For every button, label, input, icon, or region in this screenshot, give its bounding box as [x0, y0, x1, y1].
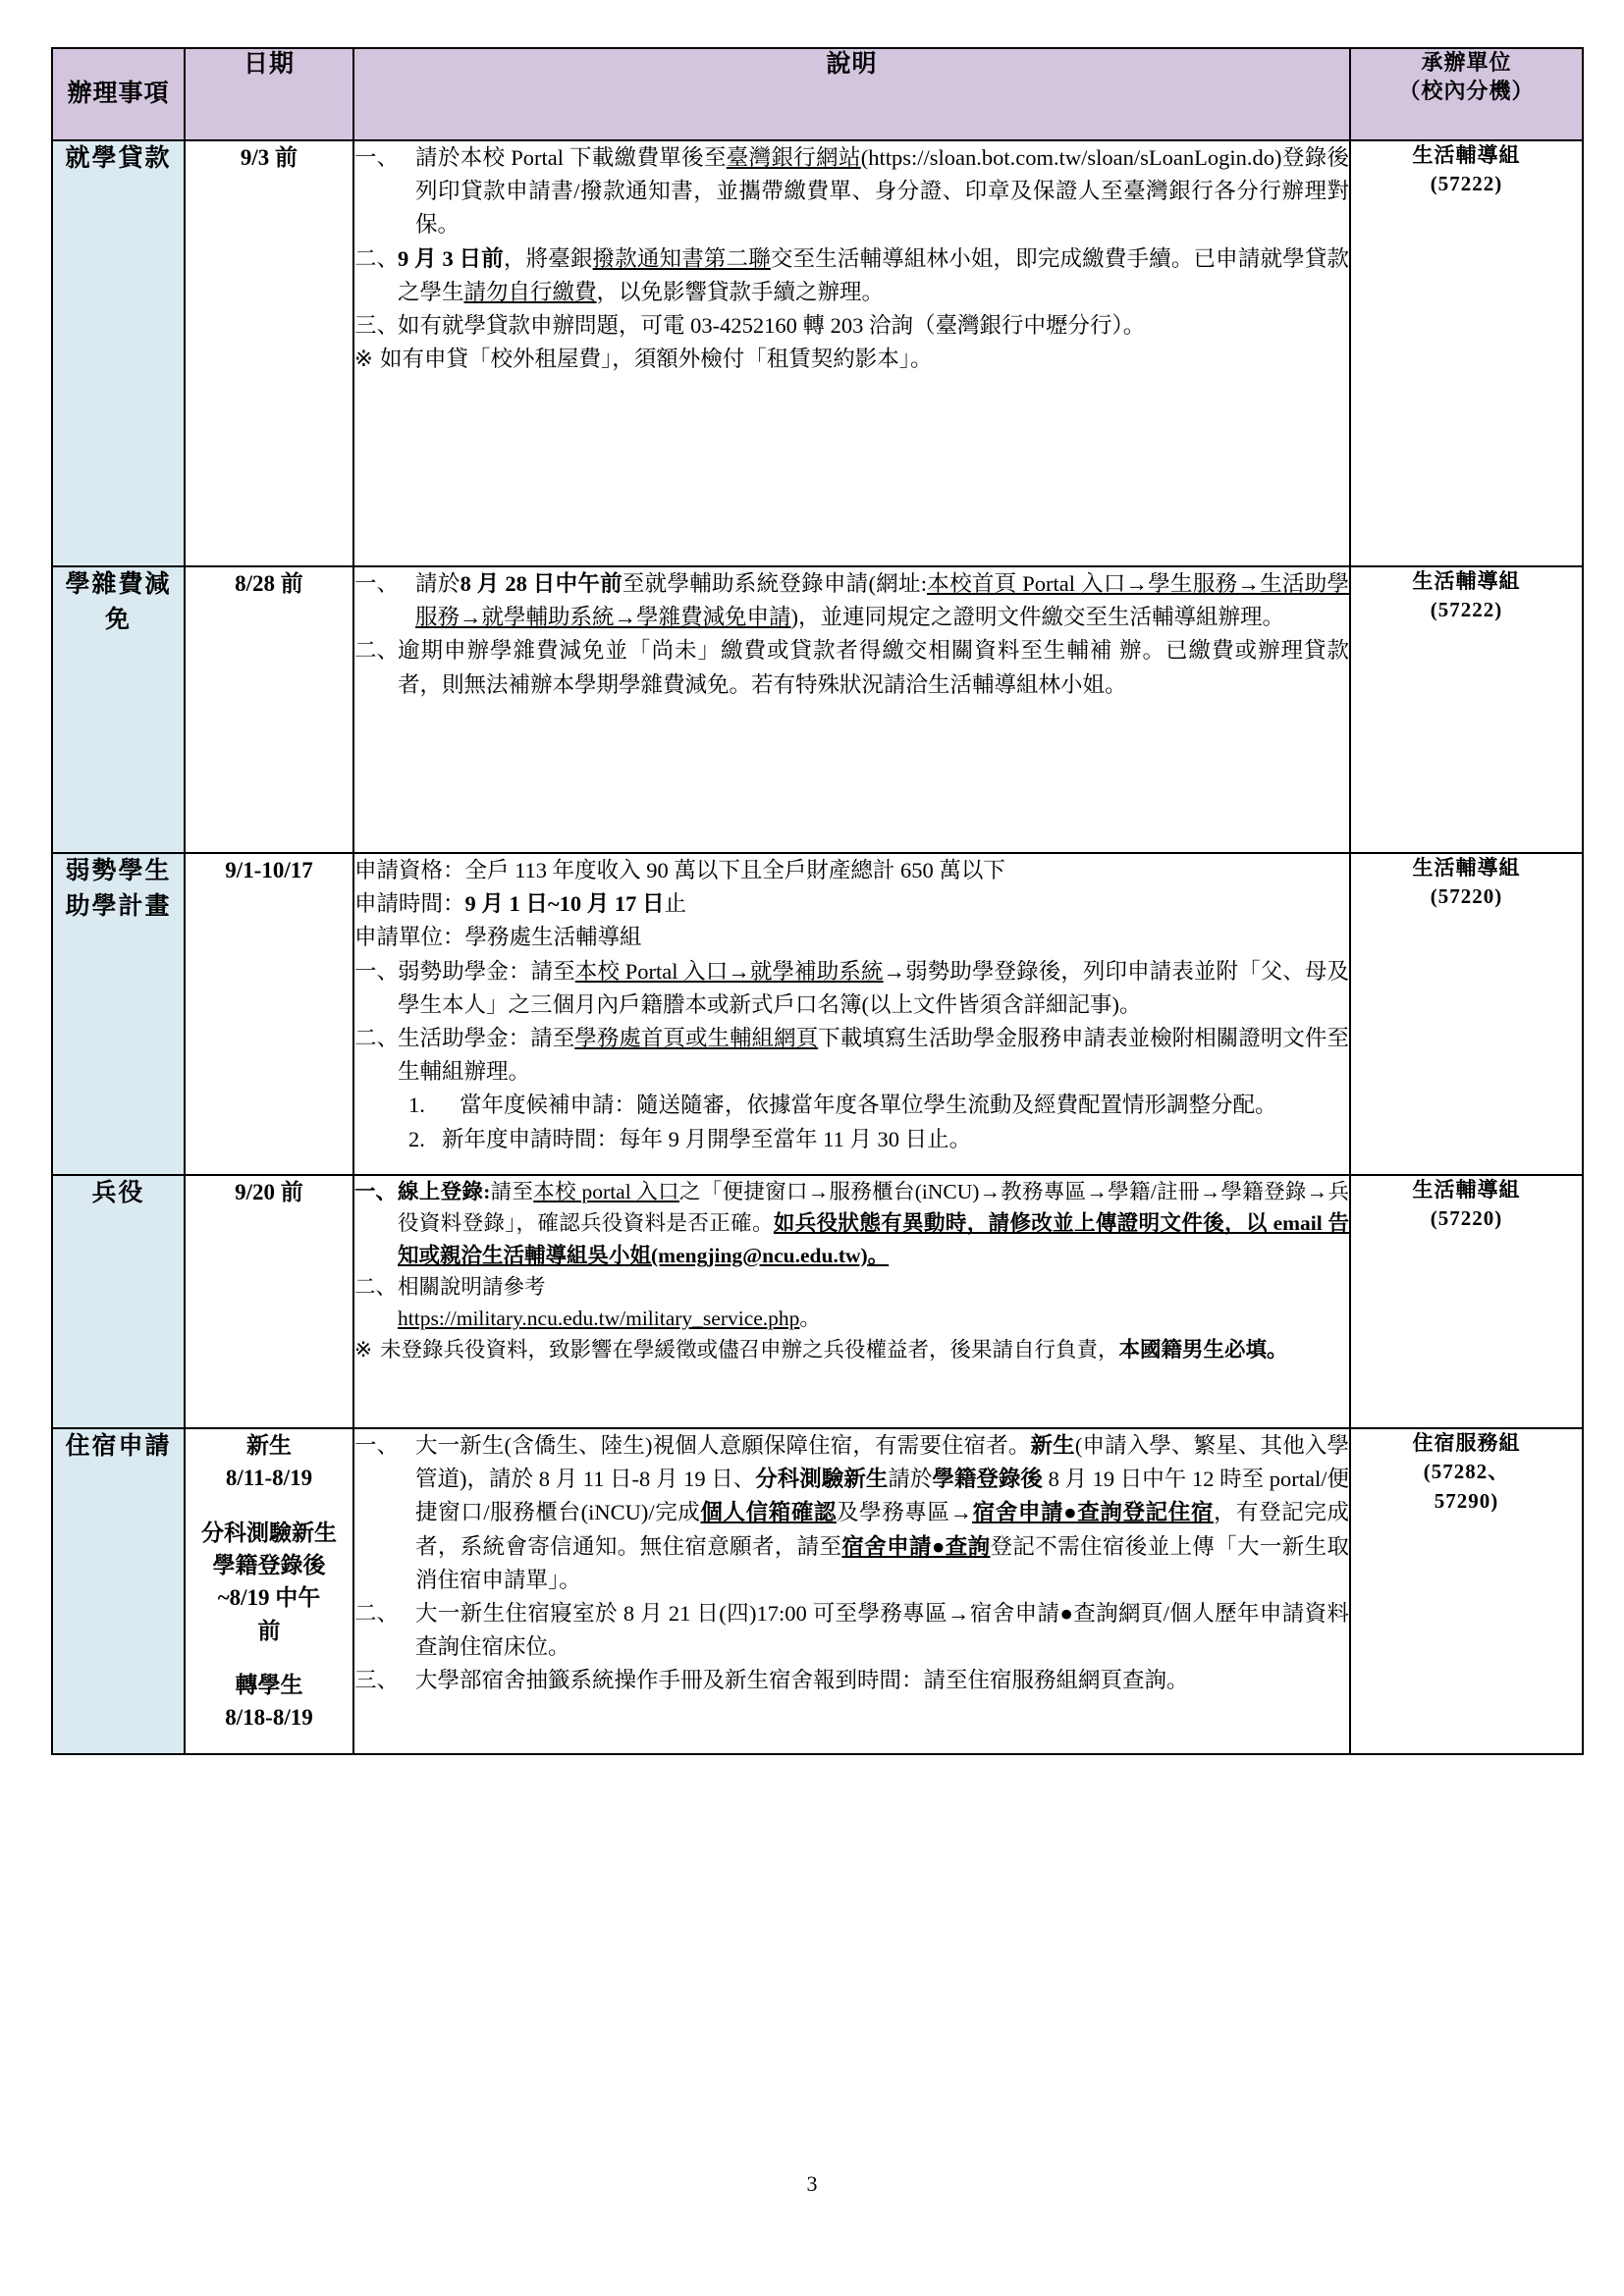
row-unit-cell	[1350, 566, 1583, 853]
desc-note	[354, 343, 1349, 376]
row-date-line: 9/3 前	[240, 145, 298, 170]
desc-preface-line: 申請時間：9 月 1 日~10 月 17 日止	[354, 891, 686, 917]
desc-entry-marker: 一、	[354, 1180, 398, 1203]
row-date-line: 8/18-8/19	[225, 1705, 313, 1731]
desc-entry	[354, 567, 1349, 634]
desc-entry	[354, 242, 1349, 309]
row-item-cell	[52, 566, 185, 853]
table-row	[52, 853, 1583, 1175]
row-description-cell	[353, 1428, 1350, 1754]
desc-entry	[354, 955, 1349, 1022]
row-item-label-line2: 助學計畫	[65, 892, 172, 920]
desc-entry-body: 逾期申辦學雜費減免並「尚未」繳費或貸款者得繳交相關資料至生輔補 辦。已繳費或辦理貸款者，則無法補辦本學期學雜費減免。若有特殊狀況請洽生活輔導組林小姐。	[398, 638, 1349, 697]
desc-note-body: 未登錄兵役資料，致影響在學緩徵或儘召申辦之兵役權益者，後果請自行負責，本國籍男生必填。	[380, 1338, 1288, 1362]
row-item-label: 學雜費減免	[65, 571, 172, 633]
desc-entry-body: 大一新生住宿寢室於 8 月 21 日(四)17:00 可至學務專區→宿舍申請●查詢網頁/個人歷年申請資料查詢住宿床位。	[415, 1600, 1349, 1660]
row-unit-name: 生活輔導組	[1412, 1178, 1521, 1201]
table-row	[52, 566, 1583, 853]
desc-subentry-marker: 1.	[408, 1093, 425, 1118]
desc-entry-marker: 一、	[354, 145, 400, 170]
column-header-item	[52, 48, 185, 140]
desc-entry-marker: 二、	[354, 1025, 400, 1050]
row-unit-name: 住宿服務組	[1412, 1431, 1521, 1455]
row-unit-ext2: 57290)	[1434, 1488, 1499, 1513]
row-date-cell	[185, 1428, 353, 1754]
row-item-cell	[52, 853, 185, 1175]
desc-subentry	[354, 1089, 1349, 1122]
column-header-unit-line2: （校內分機）	[1398, 78, 1535, 103]
desc-entry-body: 大學部宿舍抽籤系統操作手冊及新生宿舍報到時間：請至住宿服務組網頁查詢。	[415, 1668, 1189, 1693]
column-header-description-label: 說明	[826, 51, 878, 78]
desc-entry	[354, 309, 1349, 343]
desc-entry-marker: 一、	[354, 1433, 400, 1458]
desc-subentry-marker: 2.	[408, 1126, 425, 1151]
desc-note	[354, 1334, 1349, 1365]
desc-entry-body: 請於8 月 28 日中午前至就學輔助系統登錄申請(網址:本校首頁 Portal 入口→學生服務→生活助學服務→就學輔助系統→學雜費減免申請)，並連同規定之證明文件繳交至生活輔導組辦理。	[415, 571, 1349, 630]
row-date-line: 新生	[246, 1433, 292, 1458]
row-date-cell	[185, 853, 353, 1175]
desc-entry	[354, 1597, 1349, 1664]
row-date-line: 8/28 前	[235, 571, 303, 596]
desc-entry	[354, 1429, 1349, 1597]
desc-entry-body: 大一新生(含僑生、陸生)視個人意願保障住宿，有需要住宿者。新生(申請入學、繁星、其他入學管道)，請於 8 月 11 日-8 月 19 日、分科測驗新生請於學籍登錄後 8 月 19 日中午 12 時至 portal/便捷窗口/服務櫃台(iNCU)/完成個人信箱確認及學務專區→宿舍申請●查詢登記住宿，有登記完成者，系統會寄信通知。無住宿意願者，請至宿舍申請●查詢登記不需住宿後並上傳「大一新生取消住宿申請單」。	[415, 1433, 1349, 1592]
desc-entry	[354, 634, 1349, 701]
row-item-label: 住宿申請	[65, 1433, 172, 1460]
row-date-line: 8/11-8/19	[225, 1466, 313, 1491]
row-date-spacer	[186, 1647, 352, 1669]
row-unit-cell	[1350, 853, 1583, 1175]
column-header-unit-line1: 承辦單位	[1421, 50, 1512, 75]
row-unit-name: 生活輔導組	[1412, 143, 1521, 167]
desc-preface-line: 申請單位：學務處生活輔導組	[354, 925, 642, 950]
row-unit-ext: (57282、	[1423, 1460, 1510, 1484]
column-header-item-label: 辦理事項	[67, 80, 170, 107]
desc-entry-text: 相關說明請參考	[398, 1274, 546, 1299]
row-item-label-line1: 弱勢學生	[65, 858, 172, 884]
row-date-line: ~8/19 中午	[217, 1585, 321, 1611]
desc-entry-marker: 二、	[354, 1274, 398, 1299]
desc-entry	[354, 1176, 1349, 1271]
row-description-cell	[353, 140, 1350, 566]
row-item-label: 兵役	[91, 1180, 145, 1206]
desc-subentry-body: 新年度申請時間：每年 9 月開學至當年 11 月 30 日止。	[442, 1126, 972, 1151]
desc-entry-body: 請於本校 Portal 下載繳費單後至臺灣銀行網站(https://sloan.bot.com.tw/sloan/sLoanLogin.do)登錄後列印貸款申請書/撥款通知書，並攜帶繳費單、身分證、印章及保證人至臺灣銀行各分行辦理對保。	[415, 145, 1349, 238]
desc-entry-body: 如有就學貸款申辦問題，可電 03-4252160 轉 203 洽詢（臺灣銀行中壢分行）。	[398, 312, 1146, 338]
row-date-spacer	[186, 1495, 352, 1517]
row-unit-ext: (57222)	[1430, 598, 1503, 622]
row-description-cell	[353, 1175, 1350, 1428]
row-date-cell	[185, 566, 353, 853]
table-header	[52, 48, 1583, 140]
column-header-date-label: 日期	[243, 51, 295, 78]
desc-entry-marker: 二、	[354, 638, 400, 664]
row-unit-cell	[1350, 140, 1583, 566]
row-date-line: 分科測驗新生	[201, 1520, 337, 1545]
row-date-line: 9/20 前	[235, 1180, 303, 1204]
desc-entry	[354, 1271, 1349, 1335]
row-date-line: 前	[257, 1618, 281, 1643]
table-row	[52, 1175, 1583, 1428]
desc-entry-marker: 三、	[354, 312, 400, 338]
desc-entry	[354, 1664, 1349, 1697]
desc-entry-marker: 一、	[354, 571, 400, 596]
desc-subentry	[354, 1123, 1349, 1156]
row-unit-cell	[1350, 1175, 1583, 1428]
row-date-line: 9/1-10/17	[225, 858, 313, 882]
desc-preface-line: 申請資格：全戶 113 年度收入 90 萬以下且全戶財產總計 650 萬以下	[354, 858, 1005, 882]
row-date-line: 轉學生	[235, 1673, 303, 1698]
desc-note-marker: ※	[354, 347, 373, 372]
column-header-date	[185, 48, 353, 140]
table-body	[52, 140, 1583, 1754]
desc-entry	[354, 141, 1349, 242]
row-unit-ext: (57220)	[1430, 1206, 1503, 1231]
desc-note-marker: ※	[354, 1338, 373, 1362]
page-number: 3	[806, 2171, 818, 2196]
table-header-row	[52, 48, 1583, 140]
column-header-unit	[1350, 48, 1583, 140]
desc-entry-marker: 二、	[354, 1600, 400, 1626]
row-date-line: 學籍登錄後	[212, 1553, 326, 1578]
row-unit-name: 生活輔導組	[1412, 856, 1521, 880]
row-date-cell	[185, 140, 353, 566]
row-description-cell	[353, 853, 1350, 1175]
desc-entry-suffix: 。	[799, 1307, 821, 1330]
row-description-cell	[353, 566, 1350, 853]
row-item-cell	[52, 1428, 185, 1754]
desc-entry-marker: 三、	[354, 1668, 400, 1693]
row-unit-cell	[1350, 1428, 1583, 1754]
row-item-label: 就學貸款	[65, 145, 172, 172]
desc-entry-body: 9 月 3 日前，將臺銀撥款通知書第二聯交至生活輔導組林小姐，即完成繳費手續。已申請就學貸款之學生請勿自行繳費，以免影響貸款手續之辦理。	[398, 245, 1349, 304]
row-unit-name: 生活輔導組	[1412, 569, 1521, 593]
desc-entry-body	[398, 1271, 1349, 1335]
desc-entry-marker: 一、	[354, 958, 400, 984]
column-header-description	[353, 48, 1350, 140]
table-row	[52, 1428, 1583, 1754]
desc-note-body: 如有申貸「校外租屋費」，須額外檢付「租賃契約影本」。	[380, 347, 933, 372]
row-unit-ext: (57220)	[1430, 884, 1503, 909]
desc-entry-body: 弱勢助學金：請至本校 Portal 入口→就學補助系統→弱勢助學登錄後，列印申請表並附「父、母及學生本人」之三個月內戶籍謄本或新式戶口名簿(以上文件皆須含詳細記事)。	[398, 958, 1349, 1017]
row-item-cell	[52, 1175, 185, 1428]
desc-subentry-body: 當年度候補申請：隨送隨審，依據當年度各單位學生流動及經費配置情形調整分配。	[460, 1093, 1277, 1118]
row-date-cell	[185, 1175, 353, 1428]
desc-entry-body: 生活助學金：請至學務處首頁或生輔組網頁下載填寫生活助學金服務申請表並檢附相關證明文件至生輔組辦理。	[398, 1025, 1349, 1085]
schedule-table	[51, 47, 1584, 1755]
table-row	[52, 140, 1583, 566]
desc-entry	[354, 1022, 1349, 1089]
desc-entry-marker: 二、	[354, 245, 400, 271]
row-unit-ext: (57222)	[1430, 172, 1503, 196]
row-item-cell	[52, 140, 185, 566]
military-service-link[interactable]: https://military.ncu.edu.tw/military_service.php	[398, 1307, 800, 1330]
desc-entry-body: 線上登錄:請至本校 portal 入口之「便捷窗口→服務櫃台(iNCU)→教務專區→學籍/註冊→學籍登錄→兵役資料登錄」，確認兵役資料是否正確。如兵役狀態有異動時，請修改並上傳證明文件後，以 email 告知或親洽生活輔導組吳小姐(mengjing@ncu.edu.tw)。	[398, 1180, 1349, 1267]
